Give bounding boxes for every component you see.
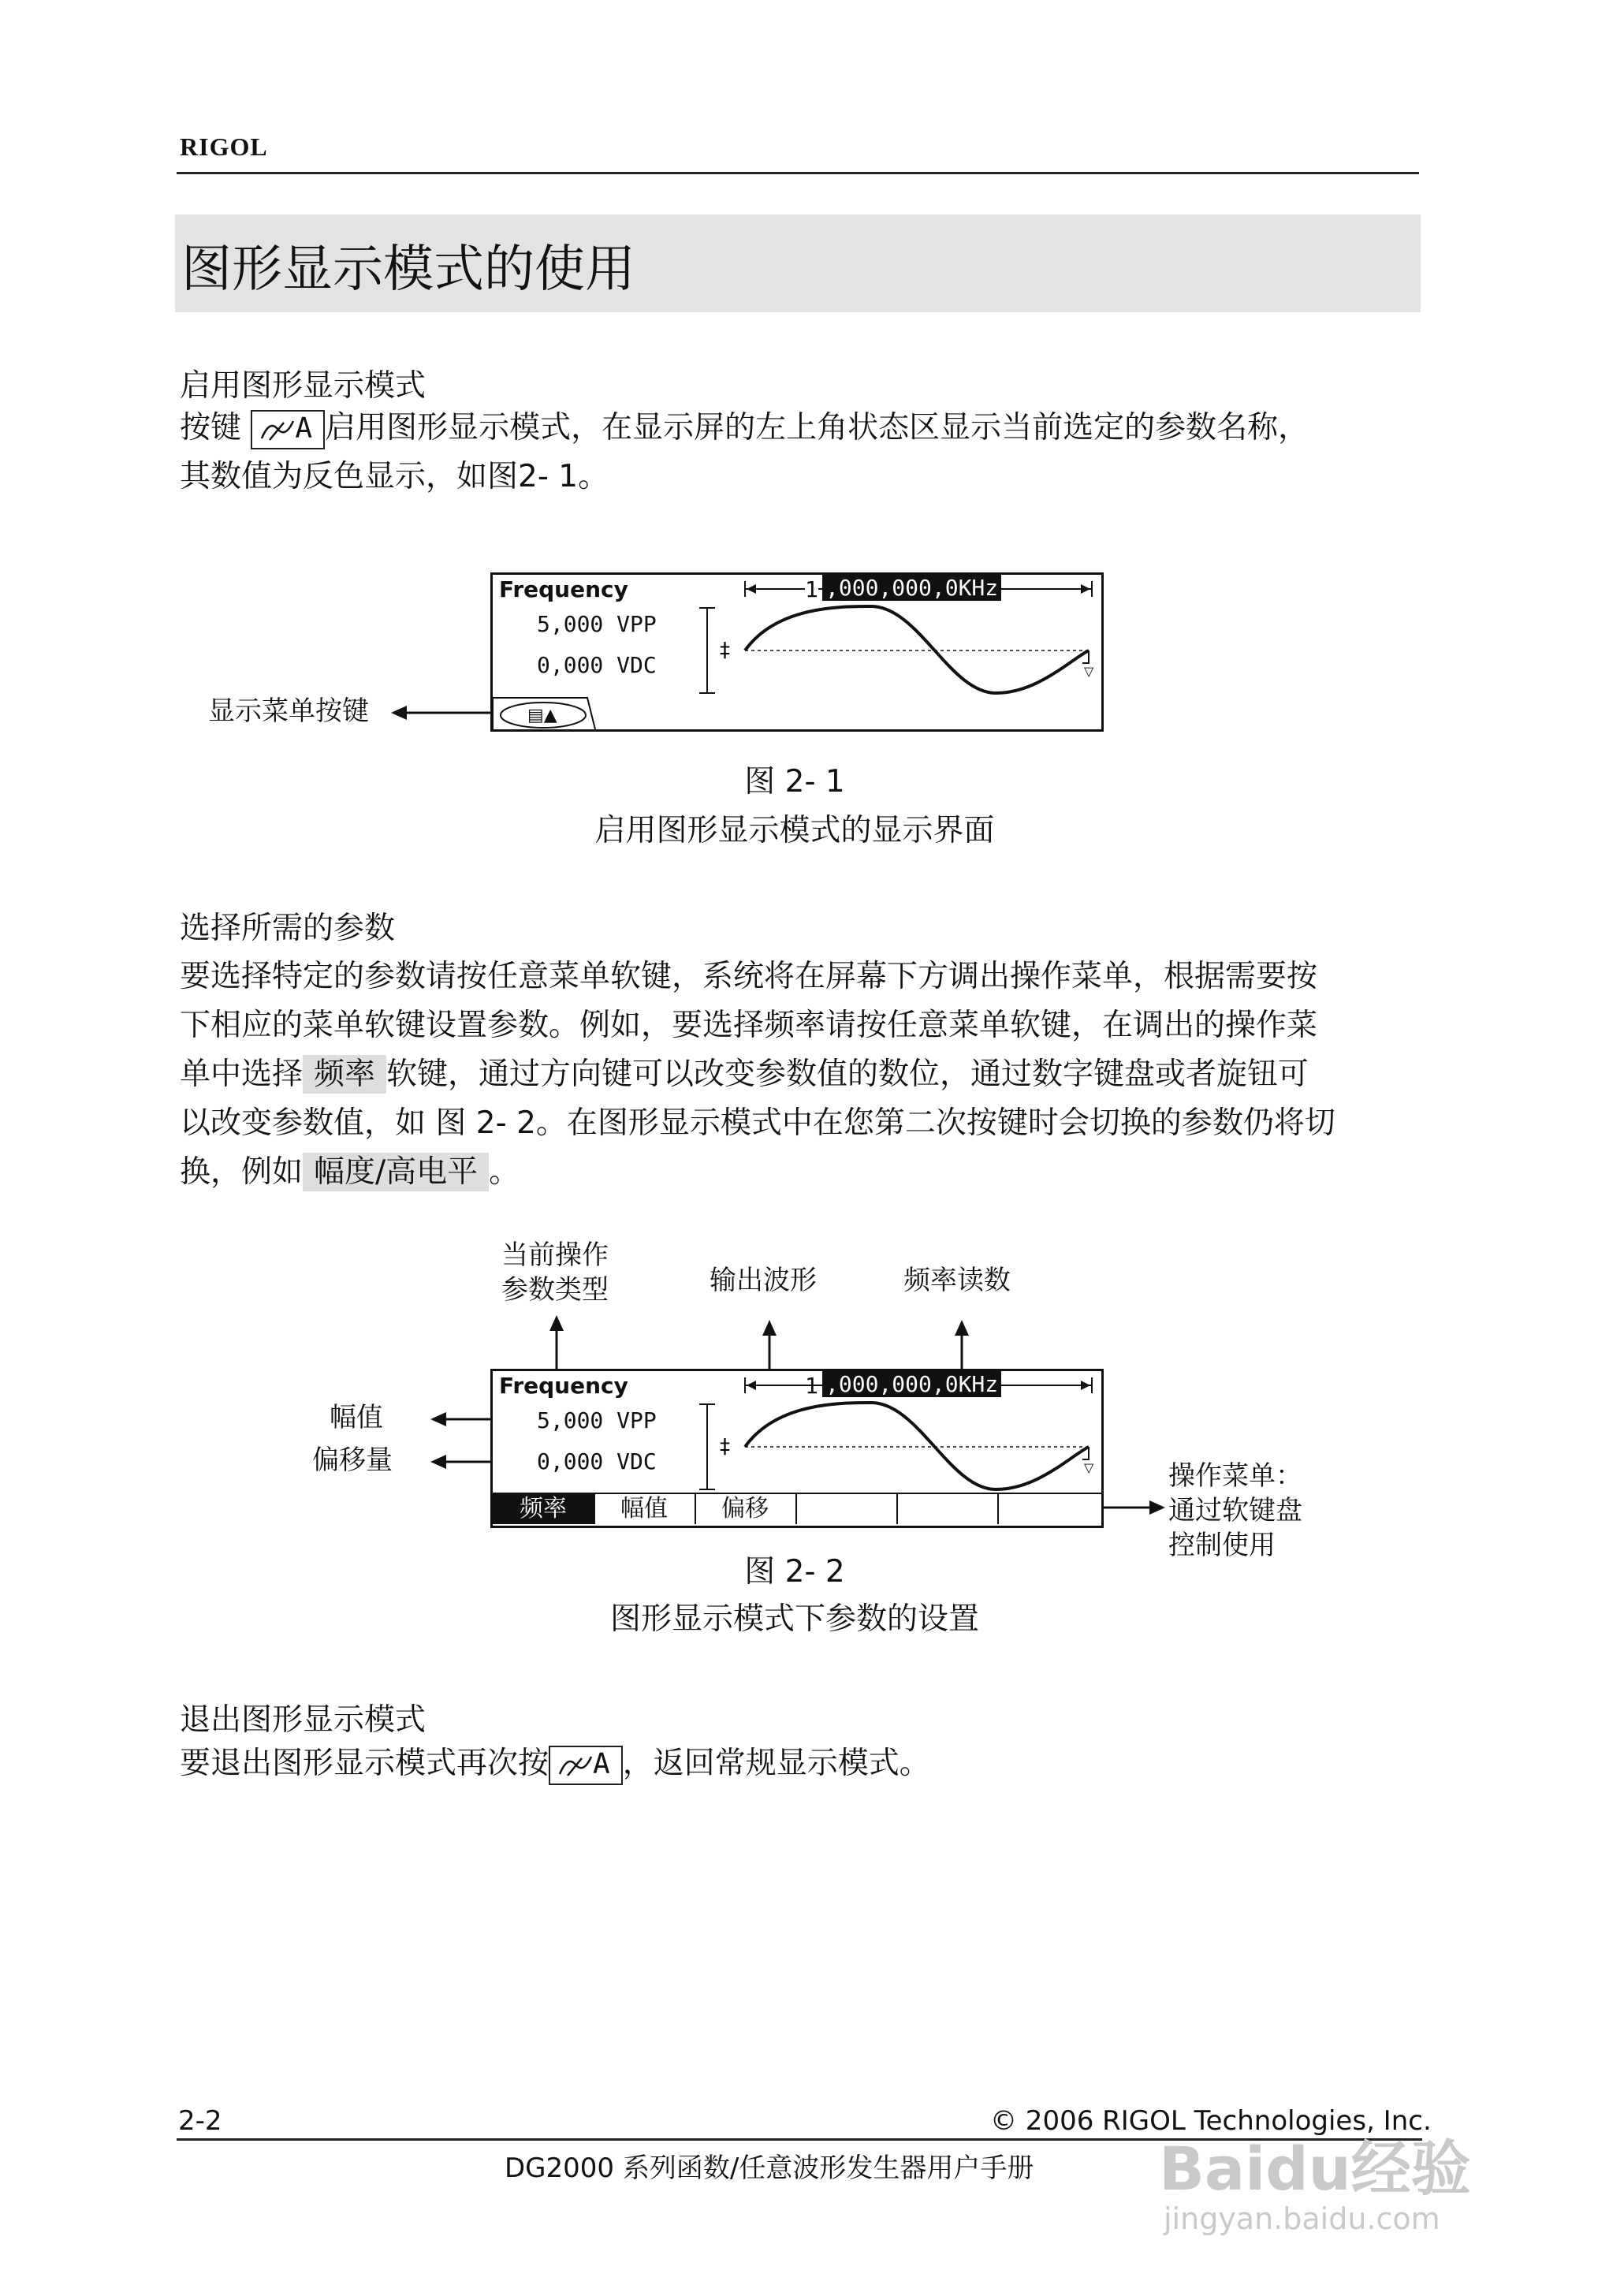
enable-line-1-pre: 按键 [180, 410, 242, 445]
fig2-freq-prefix: 1 [805, 1373, 818, 1399]
exit-paragraph [180, 1739, 1425, 1788]
fig2-number: 图 2- 2 [744, 1554, 845, 1590]
fig2-ann-menu-line2: 通过软键盘 [1168, 1495, 1302, 1526]
select-line-1: 要选择特定的参数请按任意菜单软键，系统将在屏幕下方调出操作菜单，根据需要按 [180, 959, 1318, 994]
fig2-ann-amp: 幅值 [330, 1402, 383, 1433]
fig1-caption: 启用图形显示模式的显示界面 [594, 813, 995, 848]
sine-icon [558, 1754, 593, 1777]
fig2-offset: 0,000 VDC [537, 1448, 657, 1474]
fig2-param-name: Frequency [499, 1373, 628, 1399]
fig2-freq-readout: ,000,000,0KHz [822, 1371, 1001, 1397]
fig2-softkey-menu [493, 1493, 1101, 1527]
document-menu-icon: ▤▲ [527, 706, 557, 725]
fig2-ann-param-line2: 参数类型 [501, 1274, 609, 1306]
fig2-caption: 图形显示模式下参数的设置 [609, 1601, 979, 1637]
enable-line-2: 其数值为反色显示，如图2- 1。 [180, 459, 609, 494]
svg-text:‡: ‡ [720, 1435, 730, 1459]
select-line-5-post: 。 [489, 1154, 520, 1190]
softkey-4[interactable] [795, 1494, 898, 1524]
softkey-amplitude[interactable]: 幅值 [594, 1494, 696, 1524]
baidu-watermark-logo: Baidu经验 [1159, 2134, 1471, 2204]
fig2-amplitude: 5,000 VPP [537, 1407, 657, 1433]
fig1-param-name: Frequency [499, 576, 628, 602]
select-line-3-pre: 单中选择 [180, 1057, 304, 1092]
fig2-ann-offset: 偏移量 [312, 1444, 393, 1476]
softkey-offset[interactable]: 偏移 [695, 1494, 797, 1524]
select-heading: 选择所需的参数 [180, 911, 396, 946]
softkey-5[interactable] [896, 1494, 999, 1524]
softkey-freq-ref: 频率 [303, 1055, 386, 1094]
brand-logo-text: RIGOL [180, 132, 268, 161]
fig1-number: 图 2- 1 [744, 764, 845, 800]
footer-page-number: 2-2 [178, 2105, 222, 2137]
select-line-3-post: 软键，通过方向键可以改变参数值的数位，通过数字键盘或者旋钮可 [386, 1057, 1309, 1092]
svg-text:‡: ‡ [720, 639, 730, 662]
fig2-ann-menu-line3: 控制使用 [1168, 1530, 1276, 1561]
fig1-menu-key-label: 显示菜单按键 [208, 695, 369, 727]
footer-manual-title: DG2000 系列函数/任意波形发生器用户手册 [505, 2152, 1034, 2184]
enable-heading: 启用图形显示模式 [180, 368, 426, 404]
fig2-ann-menu-line1: 操作菜单： [1168, 1460, 1302, 1492]
fig2-ann-param-line1: 当前操作 [501, 1239, 609, 1271]
footer-copyright: © 2006 RIGOL Technologies, Inc. [990, 2105, 1432, 2137]
fig1-freq-readout: ,000,000,0KHz [822, 575, 1001, 601]
svg-text:▽: ▽ [1084, 1460, 1094, 1475]
select-line-5-pre: 换，例如 [180, 1154, 304, 1190]
lcd-screen-fig2 [490, 1369, 1104, 1528]
select-line-4: 以改变参数值，如 图 2- 2。在图形显示模式中在您第二次按键时会切换的参数仍将切 [180, 1105, 1335, 1141]
softkey-amp-ref: 幅度/高电平 [303, 1153, 489, 1191]
exit-heading: 退出图形显示模式 [180, 1702, 426, 1738]
fig2-ann-freq: 频率读数 [903, 1265, 1011, 1296]
graph-mode-key-label: A [295, 412, 313, 445]
select-line-2: 下相应的菜单软键设置参数。例如，要选择频率请按任意菜单软键，在调出的操作菜 [180, 1008, 1318, 1043]
softkey-6[interactable] [997, 1494, 1100, 1524]
fig1-offset: 0,000 VDC [537, 652, 657, 678]
exit-line-pre: 要退出图形显示模式再次按 [180, 1746, 549, 1781]
enable-line-1-post: 启用图形显示模式，在显示屏的左上角状态区显示当前选定的参数名称， [325, 410, 1309, 445]
baidu-watermark-url: jingyan.baidu.com [1164, 2201, 1440, 2236]
graph-mode-key-exit-label: A [593, 1747, 610, 1780]
graph-mode-key-exit [549, 1746, 623, 1785]
exit-line-post: ，返回常规显示模式。 [622, 1746, 930, 1781]
softkey-freq[interactable]: 频率 [493, 1494, 595, 1524]
fig1-freq-prefix: 1 [805, 576, 818, 602]
fig2-ann-wave: 输出波形 [710, 1265, 817, 1296]
fig1-amplitude: 5,000 VPP [537, 611, 657, 637]
svg-text:▽: ▽ [1084, 664, 1094, 679]
page-title: 图形显示模式的使用 [181, 240, 635, 299]
